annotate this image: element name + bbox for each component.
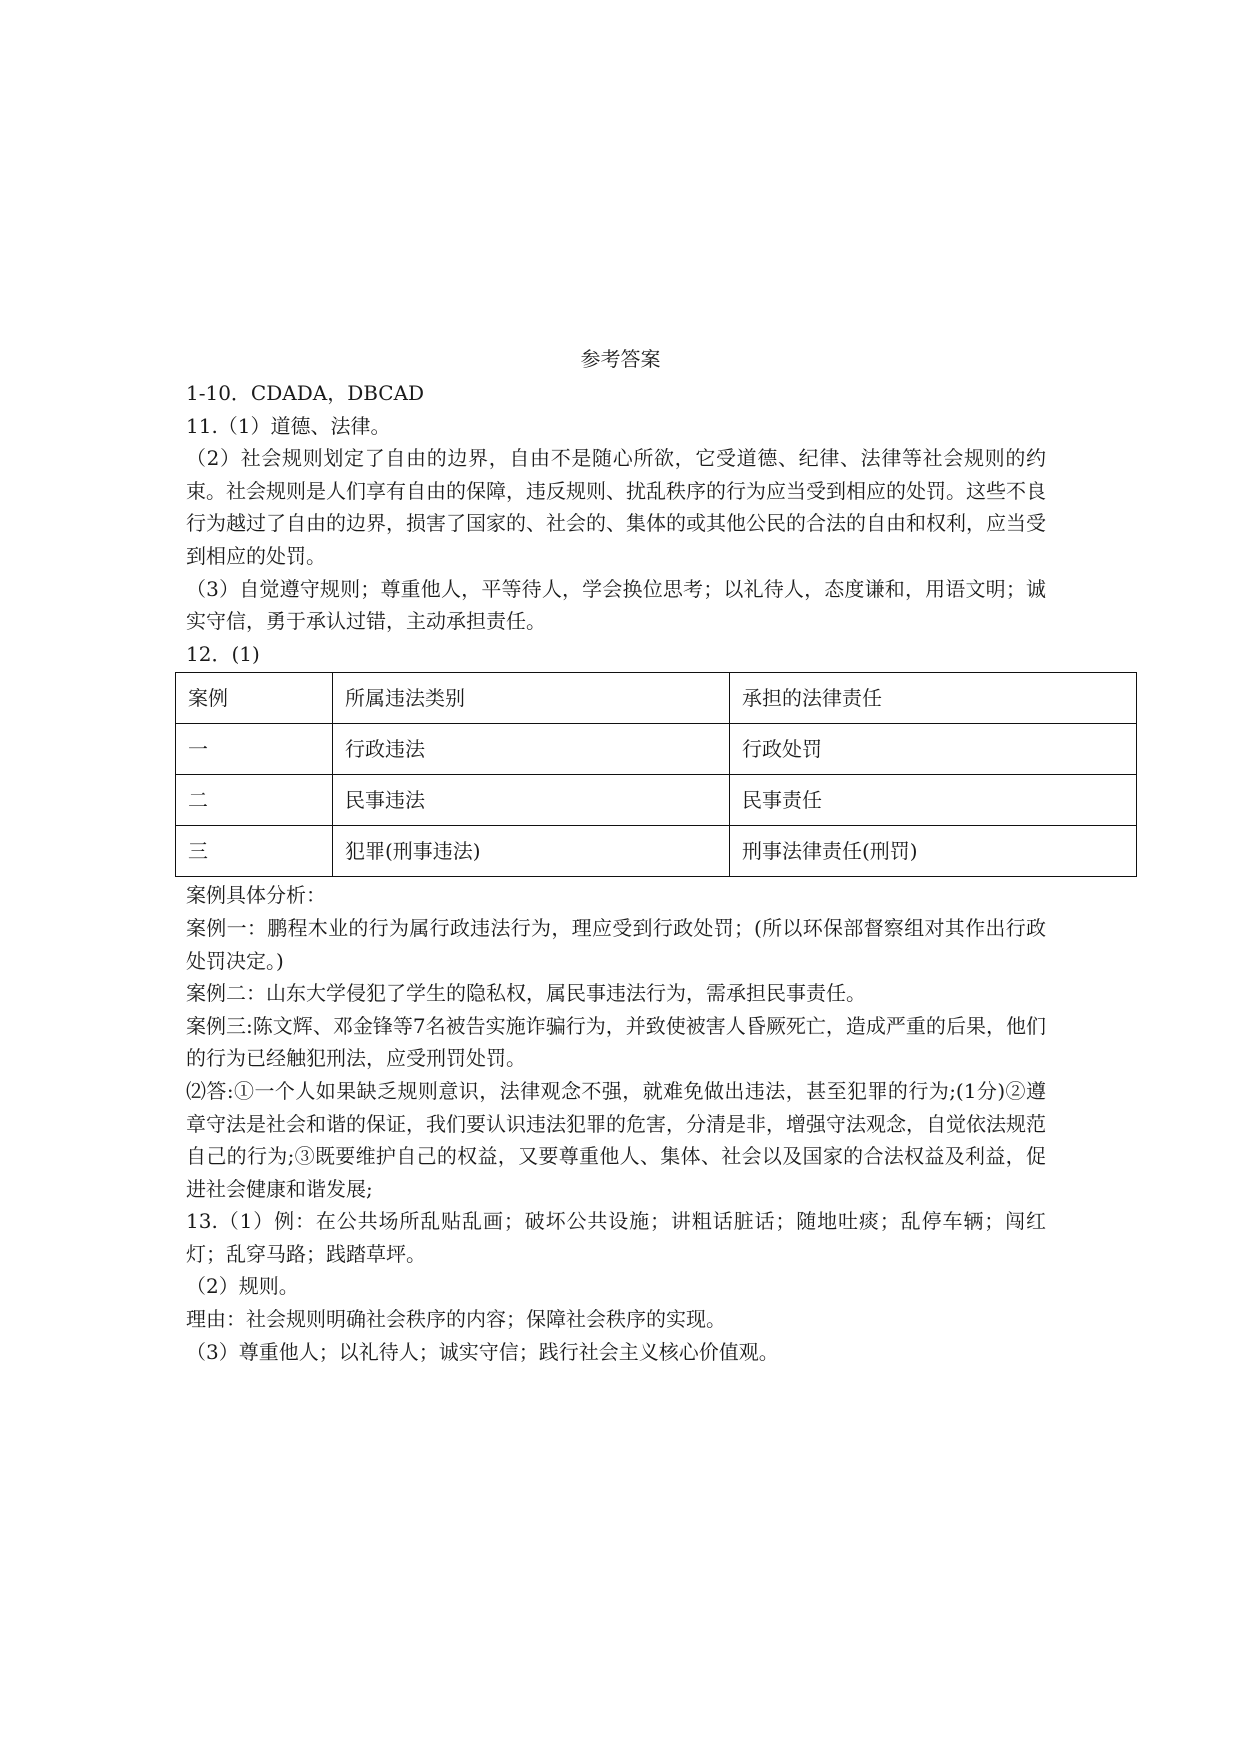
answer-paragraph-q13-1: 13.（1）例：在公共场所乱贴乱画；破坏公共设施；讲粗话脏话；随地吐痰；乱停车辆；闯红灯；乱穿马路；践踏草坪。 — [186, 1209, 1046, 1266]
table-cell: 刑事法律责任(刑罚) — [730, 826, 1137, 877]
answer-line-mc: 1-10．CDADA，DBCAD — [186, 381, 425, 405]
table-cell: 行政违法 — [333, 724, 730, 775]
answer-line-q13-reason: 理由：社会规则明确社会秩序的内容；保障社会秩序的实现。 — [186, 1307, 726, 1332]
table-header-cell: 案例 — [176, 673, 333, 724]
answer-line-q11-1: 11.（1）道德、法律。 — [186, 413, 391, 438]
table-row — [176, 724, 1137, 775]
table-header-cell: 承担的法律责任 — [730, 673, 1137, 724]
table-header-row — [176, 673, 1137, 724]
table-header-cell: 所属违法类别 — [333, 673, 730, 724]
case-analysis-2: 案例二：山东大学侵犯了学生的隐私权，属民事违法行为，需承担民事责任。 — [186, 981, 866, 1006]
table-cell: 犯罪(刑事违法) — [333, 826, 730, 877]
table-cell: 民事违法 — [333, 775, 730, 826]
table-cell: 三 — [176, 826, 333, 877]
table-cell: 二 — [176, 775, 333, 826]
case-table-wrapper — [175, 672, 1135, 877]
table-row — [176, 775, 1137, 826]
table-cell: 行政处罚 — [730, 724, 1137, 775]
answer-paragraph-q11-2: （2）社会规则划定了自由的边界，自由不是随心所欲，它受道德、纪律、法律等社会规则的约束。社会规则是人们享有自由的保障，违反规则、扰乱秩序的行为应当受到相应的处罚。这些不良行为越过了自由的边界，损害了国家的、社会的、集体的或其他公民的合法的自由和权利，应当受到相应的处罚。 — [186, 446, 1046, 568]
case-analysis-3: 案例三:陈文辉、邓金锋等7名被告实施诈骗行为，并致使被害人昏厥死亡，造成严重的后果，他们的行为已经触犯刑法，应受刑罚处罚。 — [186, 1013, 1046, 1071]
case-analysis-1: 案例一：鹏程木业的行为属行政违法行为，理应受到行政处罚；(所以环保部督察组对其作出行政处罚决定。) — [186, 915, 1046, 973]
table-row — [176, 826, 1137, 877]
case-analysis-heading: 案例具体分析： — [186, 883, 326, 908]
page-title: 参考答案 — [580, 347, 661, 371]
table-cell: 民事责任 — [730, 775, 1137, 826]
answer-line-q12-1: 12．(1) — [186, 641, 260, 666]
answer-line-q13-2: （2）规则。 — [186, 1274, 299, 1299]
answer-line-q13-3: （3）尊重他人；以礼待人；诚实守信；践行社会主义核心价值观。 — [186, 1339, 779, 1364]
case-table — [175, 672, 1137, 877]
answer-content — [186, 377, 1046, 1368]
answer-paragraph-q12-2: ⑵答:①一个人如果缺乏规则意识，法律观念不强，就难免做出违法，甚至犯罪的行为;(1分)②遵章守法是社会和谐的保证，我们要认识违法犯罪的危害，分清是非，增强守法观念，自觉依法规范自己的行为;③既要维护自己的权益，又要尊重他人、集体、社会以及国家的合法权益及利益，促进社会健康和谐发展; — [186, 1078, 1046, 1201]
table-cell: 一 — [176, 724, 333, 775]
answer-paragraph-q11-3: （3）自觉遵守规则；尊重他人，平等待人，学会换位思考；以礼待人，态度谦和，用语文明；诚实守信，勇于承认过错，主动承担责任。 — [186, 576, 1046, 634]
